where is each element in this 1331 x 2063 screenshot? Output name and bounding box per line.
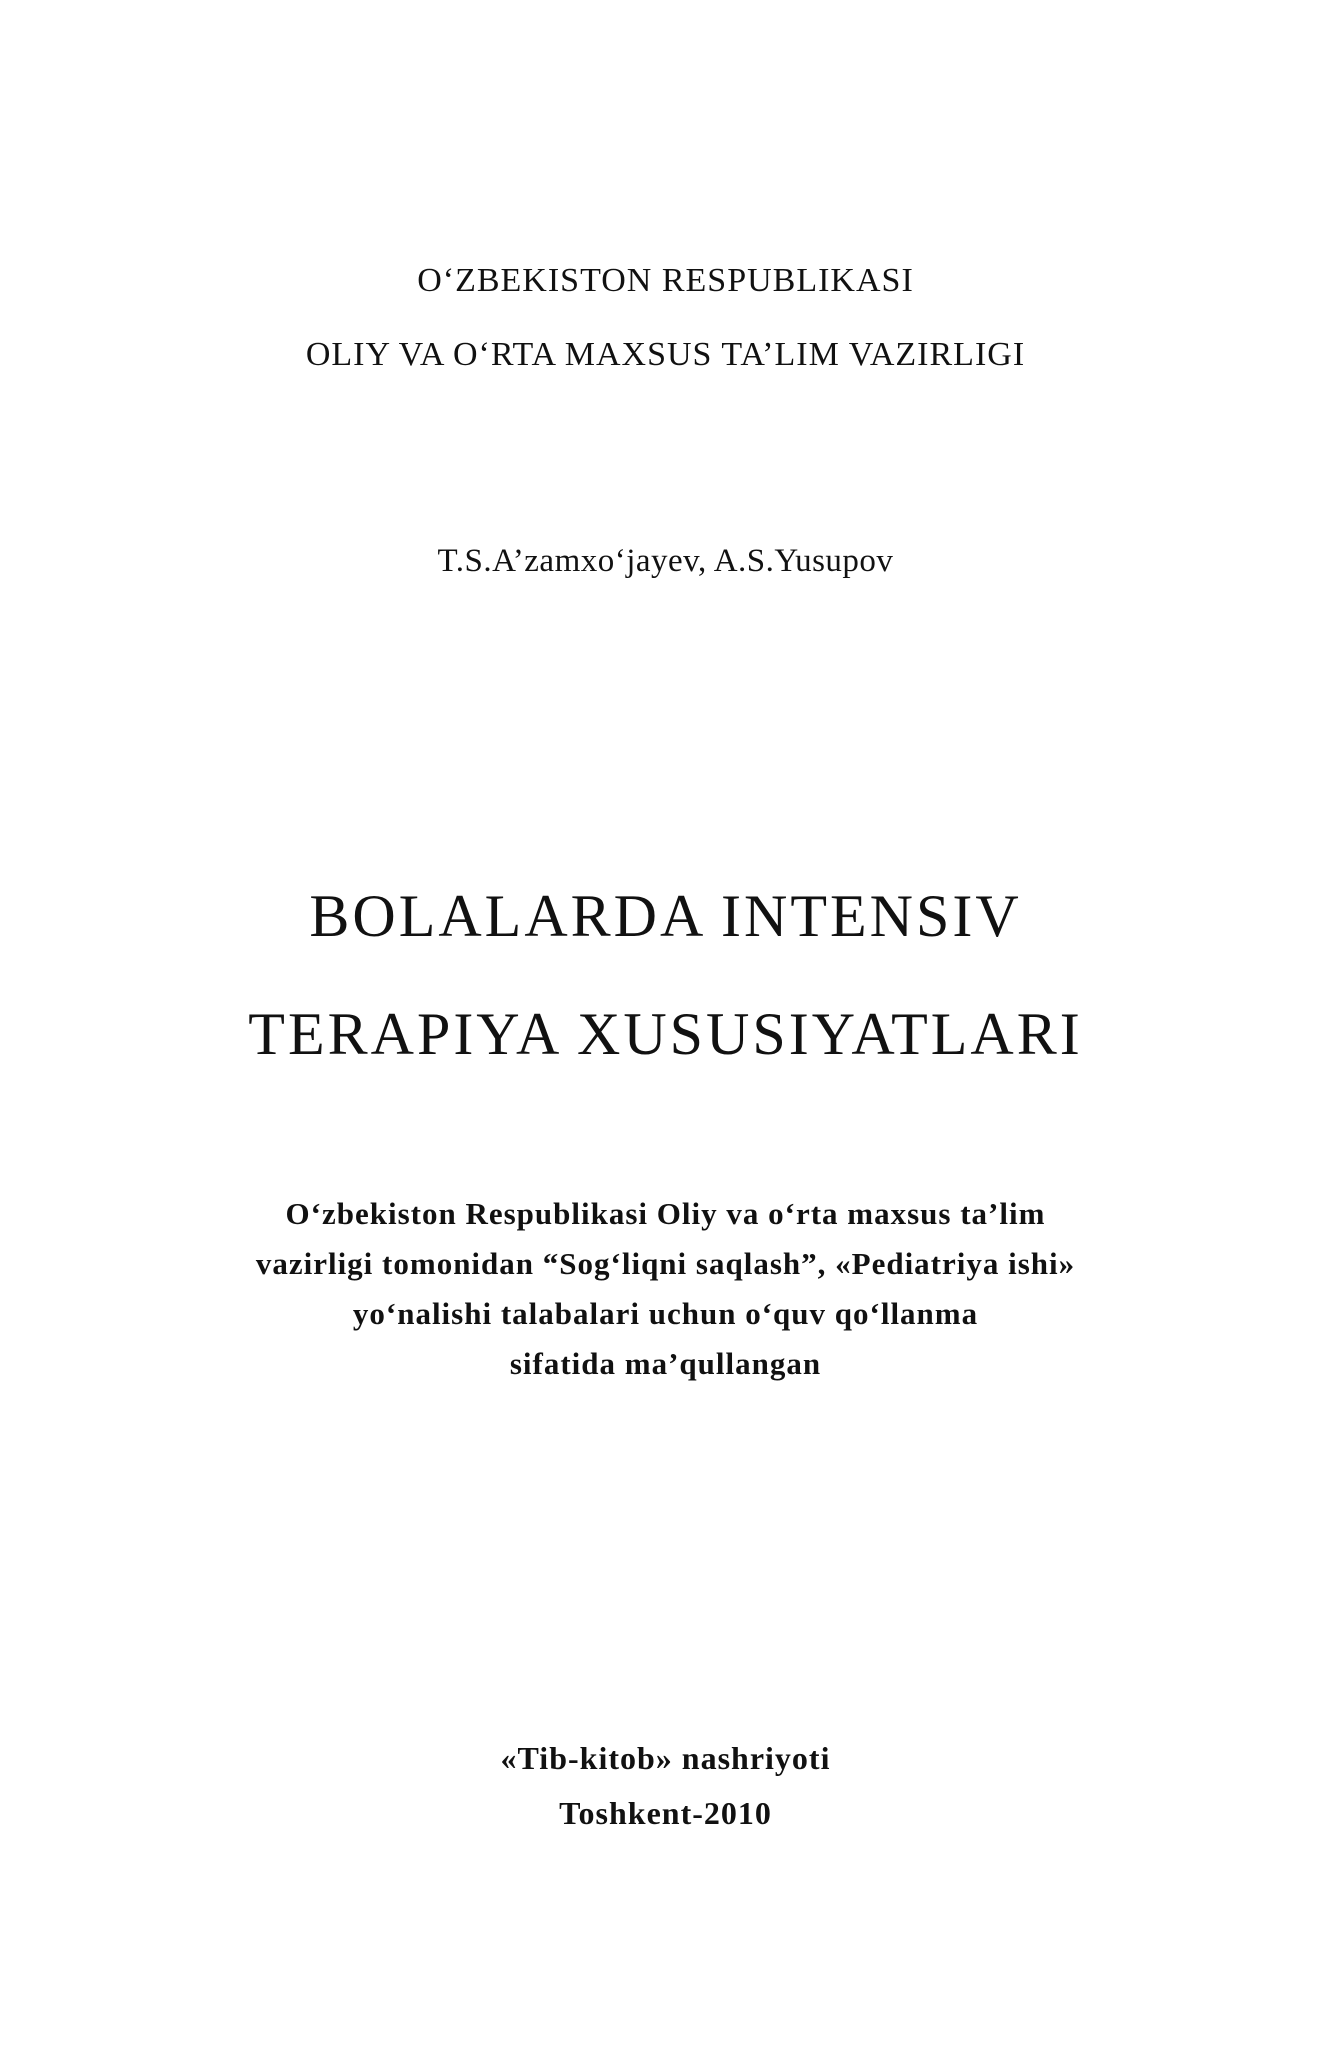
approval-line-3: yo‘nalishi talabalari uchun o‘quv qo‘llanma bbox=[352, 1296, 979, 1331]
approval-line-2: vazirligi tomonidan “Sog‘liqni saqlash”, «Pediatriya ishi» bbox=[255, 1246, 1076, 1281]
book-title-line-1: BOLALARDA INTENSIV bbox=[309, 883, 1022, 949]
publisher-place-year: Toshkent-2010 bbox=[559, 1795, 772, 1831]
authors: T.S.A’zamxo‘jayev, A.S.Yusupov bbox=[437, 543, 894, 579]
ministry-line-1: O‘ZBEKISTON RESPUBLIKASI bbox=[417, 262, 914, 299]
book-title-line-2: TERAPIYA XUSUSIYATLARI bbox=[248, 1001, 1083, 1067]
approval-line-1: O‘zbekiston Respublikasi Oliy va o‘rta maxsus ta’lim bbox=[285, 1196, 1046, 1231]
publisher-name: «Tib-kitob» nashriyoti bbox=[500, 1740, 831, 1776]
ministry-line-2: OLIY VA O‘RTA MAXSUS TA’LIM VAZIRLIGI bbox=[305, 336, 1026, 373]
approval-line-4: sifatida ma’qullangan bbox=[509, 1346, 822, 1381]
